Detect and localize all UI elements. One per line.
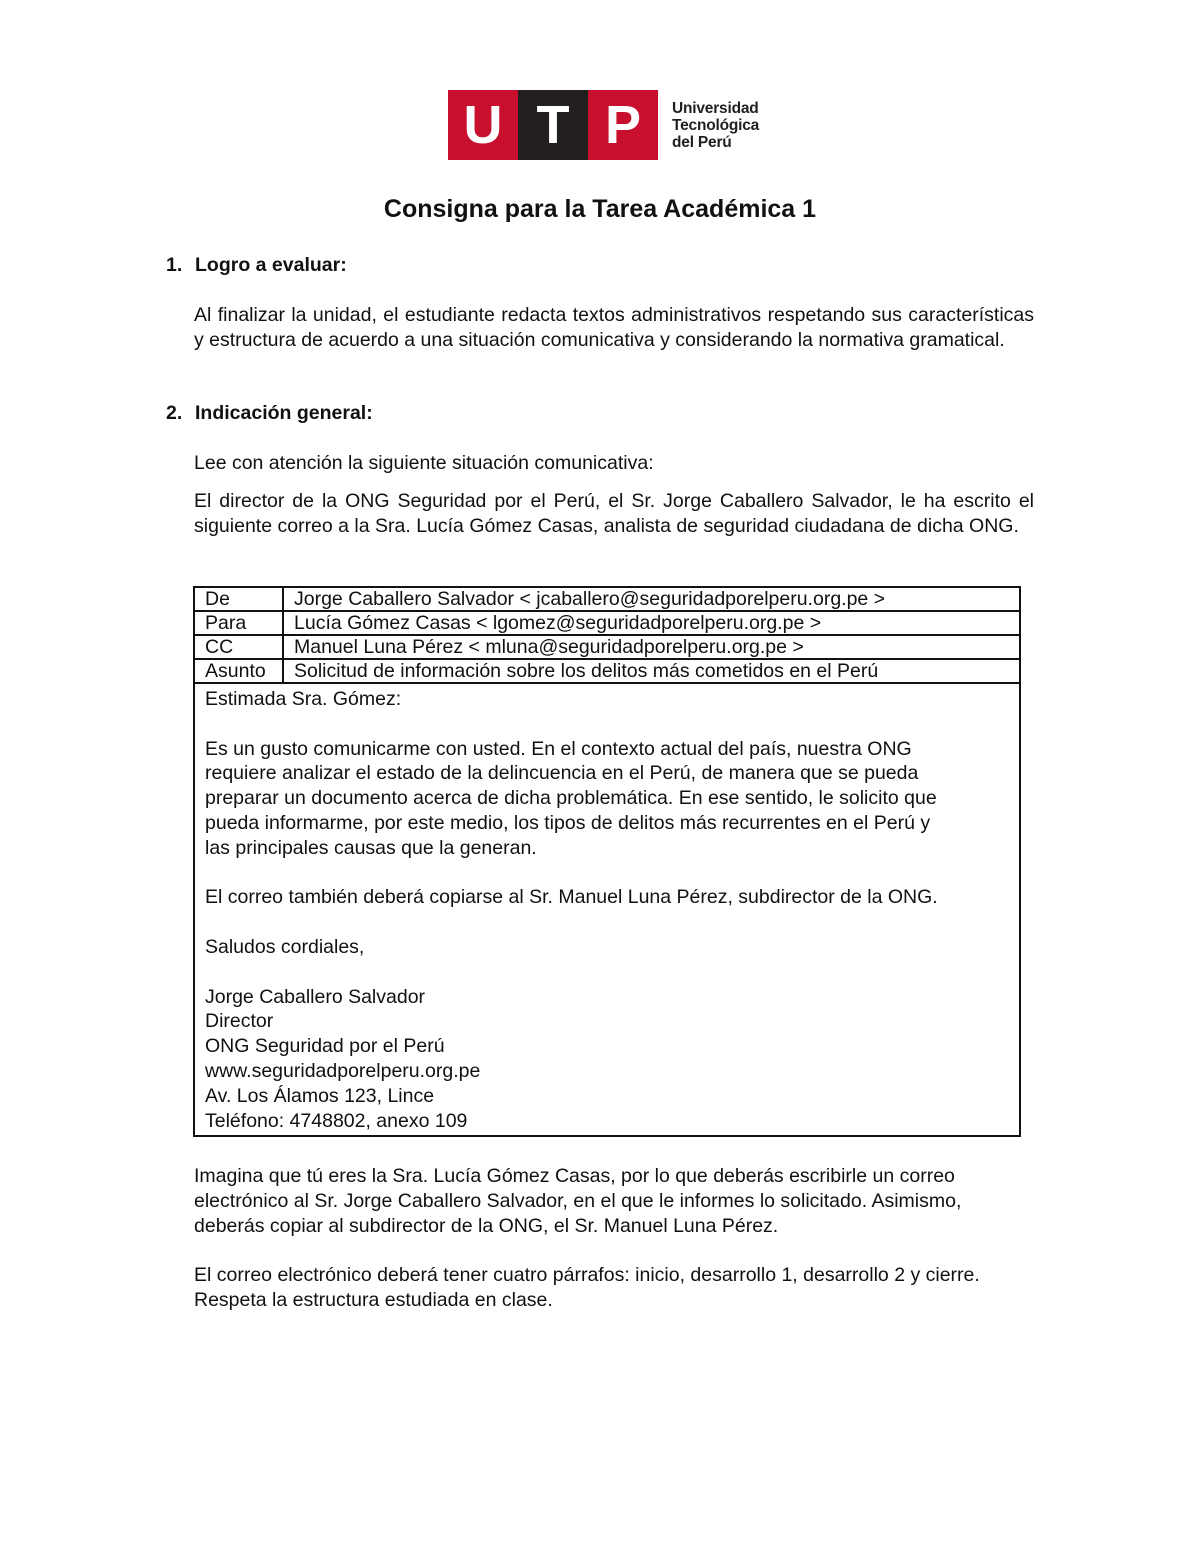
- section-1-number: 1.: [166, 254, 183, 276]
- email-body: [194, 683, 1020, 1136]
- section-2-context: El director de la ONG Seguridad por el Perú, el Sr. Jorge Caballero Salvador, le ha escrito el siguiente correo a la Sra. Lucía Gómez Casas, analista de seguridad ciudadana de dicha ONG.: [194, 490, 1034, 537]
- section-2-heading: [166, 402, 373, 425]
- signature-website: www.seguridadporelperu.org.pe: [205, 1059, 481, 1082]
- instructions-paragraph-1: Imagina que tú eres la Sra. Lucía Gómez Casas, por lo que deberás escribirle un correo electrónico al Sr. Jorge Caballero Salvador, en el que le informes lo solicitado. Asimismo, deberás copiar al subdirector de la ONG, el Sr. Manuel Luna Pérez.: [194, 1165, 962, 1237]
- email-to-label: Para: [194, 611, 283, 635]
- email-to-value: Lucía Gómez Casas < lgomez@seguridadporelperu.org.pe >: [283, 611, 1020, 635]
- utp-logo: [448, 90, 759, 160]
- email-paragraph-1-line-3: preparar un documento acerca de dicha problemática. En ese sentido, le solicito que: [205, 787, 937, 810]
- email-subject-row: [194, 659, 1020, 683]
- email-greeting: Estimada Sra. Gómez:: [205, 688, 402, 710]
- section-2-title: Indicación general:: [195, 402, 373, 424]
- email-paragraph-1-line-2: requiere analizar el estado de la delincuencia en el Perú, de manera que se pueda: [205, 762, 919, 785]
- email-from-value: Jorge Caballero Salvador < jcaballero@seguridadporelperu.org.pe >: [283, 587, 1020, 611]
- logo-letters: [448, 90, 658, 160]
- email-paragraph-1-line-4: pueda informarme, por este medio, los tipos de delitos más recurrentes en el Perú y: [205, 811, 931, 834]
- signature-address: Av. Los Álamos 123, Lince: [205, 1084, 435, 1107]
- signature-phone: Teléfono: 4748802, anexo 109: [205, 1109, 468, 1132]
- email-table: [193, 586, 1021, 1137]
- section-1-heading: [166, 254, 347, 277]
- logo-name-line-1: Universidad: [672, 99, 759, 117]
- email-from-label: De: [194, 587, 283, 611]
- logo-letter-t: T: [518, 90, 588, 160]
- email-cc-value: Manuel Luna Pérez < mluna@seguridadporelperu.org.pe >: [283, 635, 1020, 659]
- email-paragraph-1-line-1: Es un gusto comunicarme con usted. En el contexto actual del país, nuestra ONG: [205, 737, 912, 760]
- email-from-row: [194, 587, 1020, 611]
- section-2-number: 2.: [166, 402, 183, 424]
- email-cc-row: [194, 635, 1020, 659]
- email-body-row: [194, 683, 1020, 1136]
- email-subject-label: Asunto: [194, 659, 283, 683]
- instructions-paragraph-2: El correo electrónico deberá tener cuatro párrafos: inicio, desarrollo 1, desarrollo 2 y cierre. Respeta la estructura estudiada en clase.: [194, 1264, 980, 1311]
- email-subject-value: Solicitud de información sobre los delitos más cometidos en el Perú: [283, 659, 1020, 683]
- logo-letter-u: U: [448, 90, 518, 160]
- logo-university-name: [672, 100, 759, 151]
- page-title: Consigna para la Tarea Académica 1: [383, 195, 817, 223]
- section-1-text: Al finalizar la unidad, el estudiante redacta textos administrativos respetando sus características y estructura de acuerdo a una situación comunicativa y considerando la normativa gramatical.: [194, 304, 1034, 351]
- signature-organization: ONG Seguridad por el Perú: [205, 1035, 445, 1058]
- email-to-row: [194, 611, 1020, 635]
- signature-role: Director: [205, 1010, 274, 1033]
- email-paragraph-2: El correo también deberá copiarse al Sr. Manuel Luna Pérez, subdirector de la ONG.: [205, 886, 938, 909]
- section-2-intro: Lee con atención la siguiente situación comunicativa:: [194, 452, 654, 474]
- logo-name-line-3: del Perú: [672, 133, 732, 151]
- logo-name-line-2: Tecnológica: [672, 116, 760, 134]
- logo-letter-p: P: [588, 90, 658, 160]
- email-paragraph-1-line-5: las principales causas que la generan.: [205, 836, 537, 859]
- signature-name: Jorge Caballero Salvador: [205, 985, 426, 1008]
- section-1-title: Logro a evaluar:: [195, 254, 347, 276]
- email-cc-label: CC: [194, 635, 283, 659]
- email-closing: Saludos cordiales,: [205, 935, 365, 958]
